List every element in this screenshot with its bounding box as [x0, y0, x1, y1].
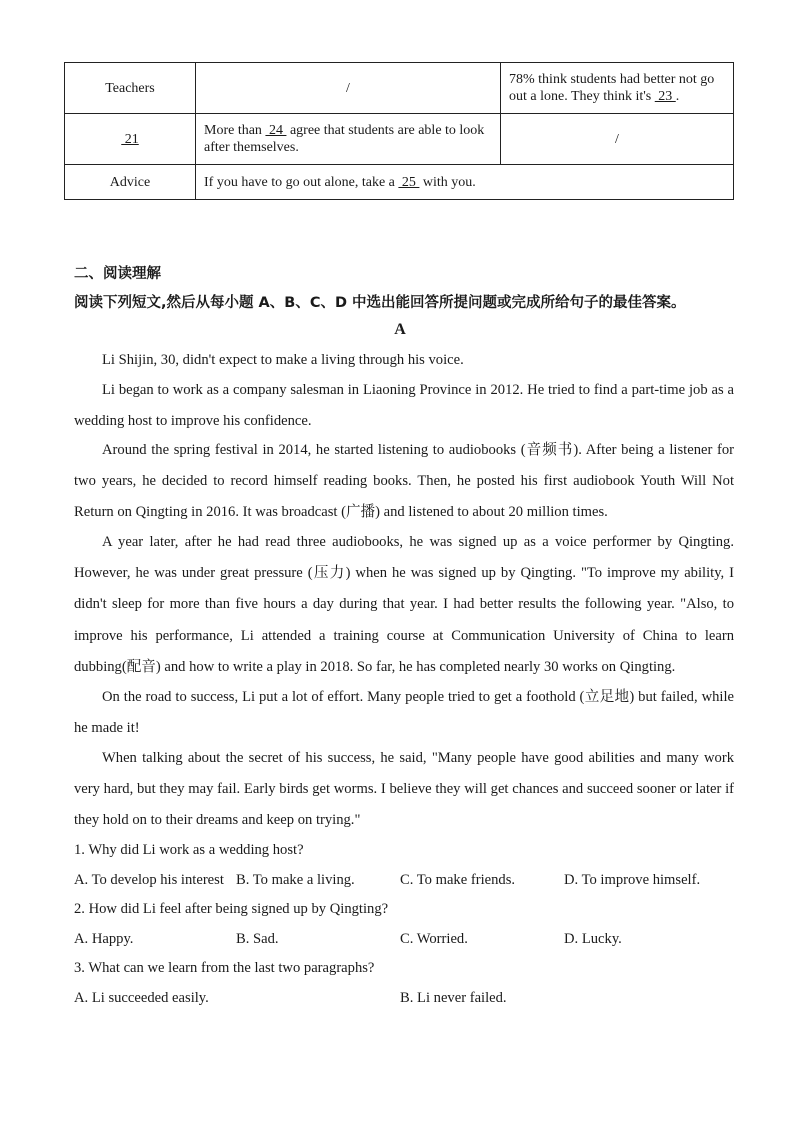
table-row	[65, 114, 734, 165]
cell-text: More than	[204, 123, 266, 138]
row-label-blank-21	[65, 114, 196, 165]
row-label-teachers: Teachers	[65, 63, 196, 114]
cell-text: If you have to go out alone, take a	[204, 174, 399, 190]
question-stem: 3. What can we learn from the last two paragraphs?	[74, 960, 375, 976]
question-stem: 2. How did Li feel after being signed up by Qingting?	[74, 901, 389, 917]
option-d[interactable]: D. Lucky.	[564, 931, 622, 947]
option-a[interactable]: A. To develop his interest	[74, 872, 224, 888]
cell-text: agree that students are able to look after themselves.	[204, 123, 485, 155]
cell-text: with you.	[419, 174, 476, 190]
section-instruction: 阅读下列短文,然后从每小题 A、B、C、D 中选出能回答所提问题或完成所给句子的最佳答案。	[74, 295, 686, 311]
option-c[interactable]: C. Worried.	[400, 931, 468, 947]
teachers-opinion-cell	[501, 63, 734, 114]
empty-cell: /	[196, 63, 501, 114]
blank-25: 25	[398, 174, 420, 190]
passage-paragraph: Around the spring festival in 2014, he started listening to audiobooks (音频书). After being a listener for two years, he decided to record himself reading books. Then, he posted his first audiobook Youth Will Not Return on Qingting in 2016. It was broadcast (广播) and listened to about 20 million times.	[74, 442, 734, 521]
passage-paragraph: Li began to work as a company salesman in Liaoning Province in 2012. He tried to find a part-time job as a wedding host to improve his confidence.	[74, 382, 734, 430]
passage-paragraph: A year later, after he had read three audiobooks, he was signed up as a voice performer by Qingting. However, he was under great pressure (压力) when he was signed up by Qingting. "To improve my ability, I didn't sleep for more than five hours a day during that year. I had better results the following year. "Also, to improve his performance, Li attended a training course at Communication University of China to learn dubbing(配音) and how to write a play in 2018. So far, he has completed nearly 30 works on Qingting.	[74, 534, 734, 675]
option-d[interactable]: D. To improve himself.	[564, 872, 701, 888]
students-opinion-cell	[196, 114, 501, 165]
section-title: 二、阅读理解	[74, 266, 161, 282]
option-a[interactable]: A. Happy.	[74, 931, 134, 947]
option-b[interactable]: B. Li never failed.	[400, 990, 507, 1006]
table-row	[65, 63, 734, 114]
row-label-advice: Advice	[65, 165, 196, 200]
survey-table	[64, 62, 734, 200]
blank-21: 21	[121, 131, 139, 147]
advice-cell	[196, 165, 734, 200]
cell-text: 78% think students had better not go out a lone. They think it's	[509, 72, 715, 104]
table-row	[65, 165, 734, 200]
blank-24: 24	[265, 123, 287, 138]
question-stem: 1. Why did Li work as a wedding host?	[74, 842, 304, 858]
passage-paragraph: When talking about the secret of his success, he said, "Many people have good abilities and many work very hard, but they may fail. Early birds get worms. I believe they will get chances and succeed sooner or later if they hold on to their dreams and keep on trying."	[74, 750, 734, 829]
option-b[interactable]: B. To make a living.	[236, 872, 355, 888]
empty-cell: /	[501, 114, 734, 165]
passage-label: A	[394, 321, 406, 338]
passage-paragraph: On the road to success, Li put a lot of effort. Many people tried to get a foothold (立足地) but failed, while he made it!	[74, 689, 734, 737]
passage-paragraph: Li Shijin, 30, didn't expect to make a living through his voice.	[102, 352, 464, 368]
cell-text: .	[675, 89, 680, 104]
option-a[interactable]: A. Li succeeded easily.	[74, 990, 209, 1006]
option-b[interactable]: B. Sad.	[236, 931, 279, 947]
option-c[interactable]: C. To make friends.	[400, 872, 516, 888]
blank-23: 23	[654, 89, 676, 104]
